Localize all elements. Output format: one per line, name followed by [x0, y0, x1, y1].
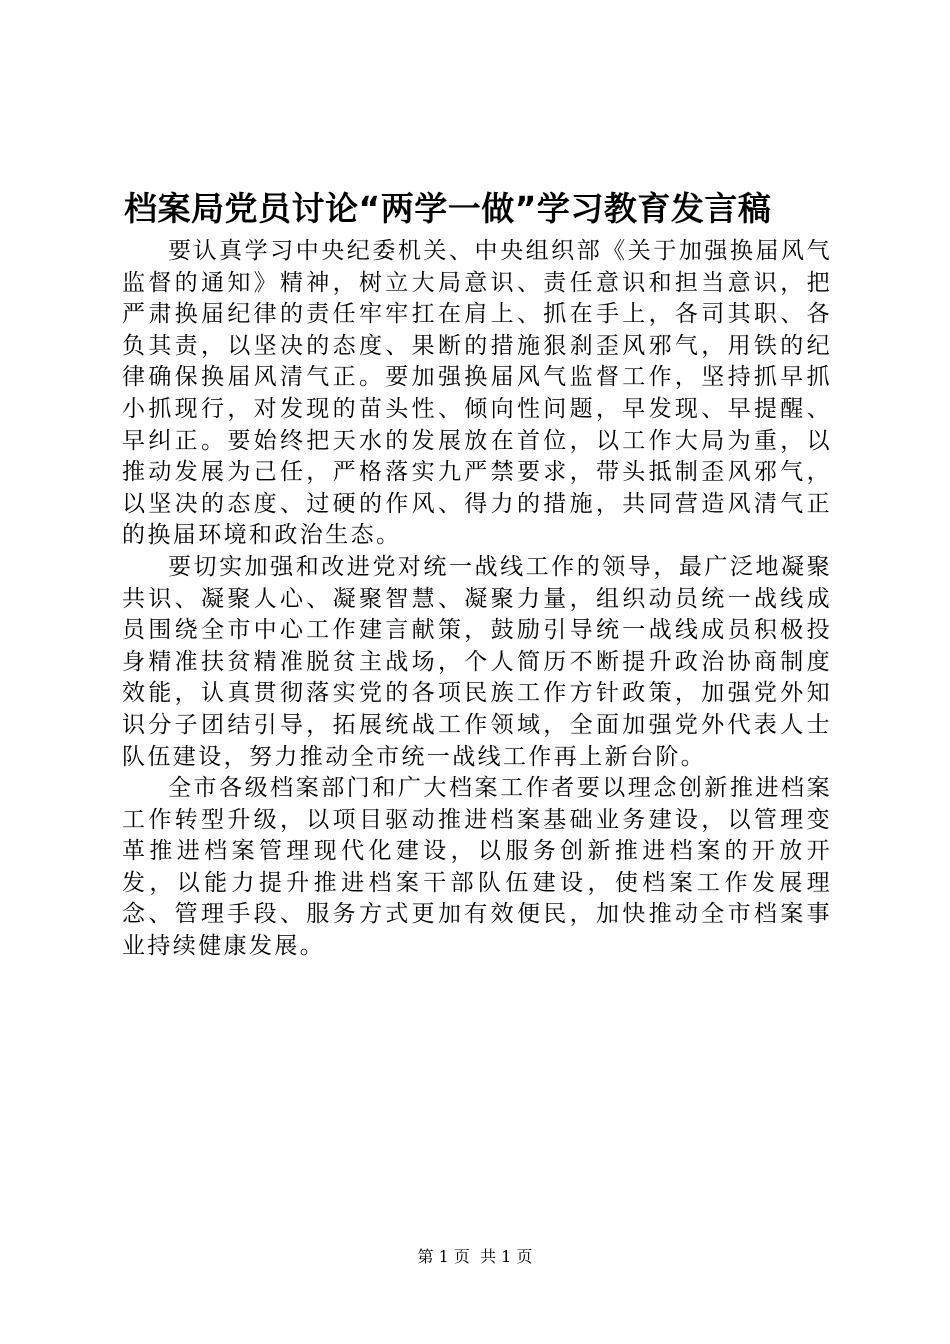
paragraph-1: 要认真学习中央纪委机关、中央组织部《关于加强换届风气监督的通知》精神，树立大局意识、责任意识和担当意识，把严肃换届纪律的责任牢牢扛在肩上、抓在手上，各司其职、各负其责，以坚决的态度、果断的措施狠刹歪风邪气，用铁的纪律确保换届风清气正。要加强换届风气监督工作，坚持抓早抓小抓现行，对发现的苗头性、倾向性问题，早发现、早提醒、早纠正。要始终把天水的发展放在首位，以工作大局为重，以推动发展为己任，严格落实九严禁要求，带头抵制歪风邪气，以坚决的态度、过硬的作风、得力的措施，共同营造风清气正的换届环境和政治生态。 — [122, 238, 832, 549]
page-number-footer: 第 1 页 共 1 页 — [417, 1247, 533, 1266]
document-title: 档案局党员讨论“两学一做”学习教育发言稿 — [124, 189, 772, 228]
paragraph-2: 要切实加强和改进党对统一战线工作的领导，最广泛地凝聚共识、凝聚人心、凝聚智慧、凝聚力量，组织动员统一战线成员围绕全市中心工作建言献策，鼓励引导统一战线成员积极投身精准扶贫精准脱贫主战场，个人简历不断提升政治协商制度效能，认真贯彻落实党的各项民族工作方针政策，加强党外知识分子团结引导，拓展统战工作领域，全面加强党外代表人士队伍建设，努力推动全市统一战线工作再上新台阶。 — [122, 553, 832, 770]
document-body — [122, 236, 832, 963]
paragraph-3: 全市各级档案部门和广大档案工作者要以理念创新推进档案工作转型升级，以项目驱动推进档案基础业务建设，以管理变革推进档案管理现代化建设，以服务创新推进档案的开放开发，以能力提升推进档案干部队伍建设，使档案工作发展理念、管理手段、服务方式更加有效便民，加快推动全市档案事业持续健康发展。 — [122, 775, 832, 960]
